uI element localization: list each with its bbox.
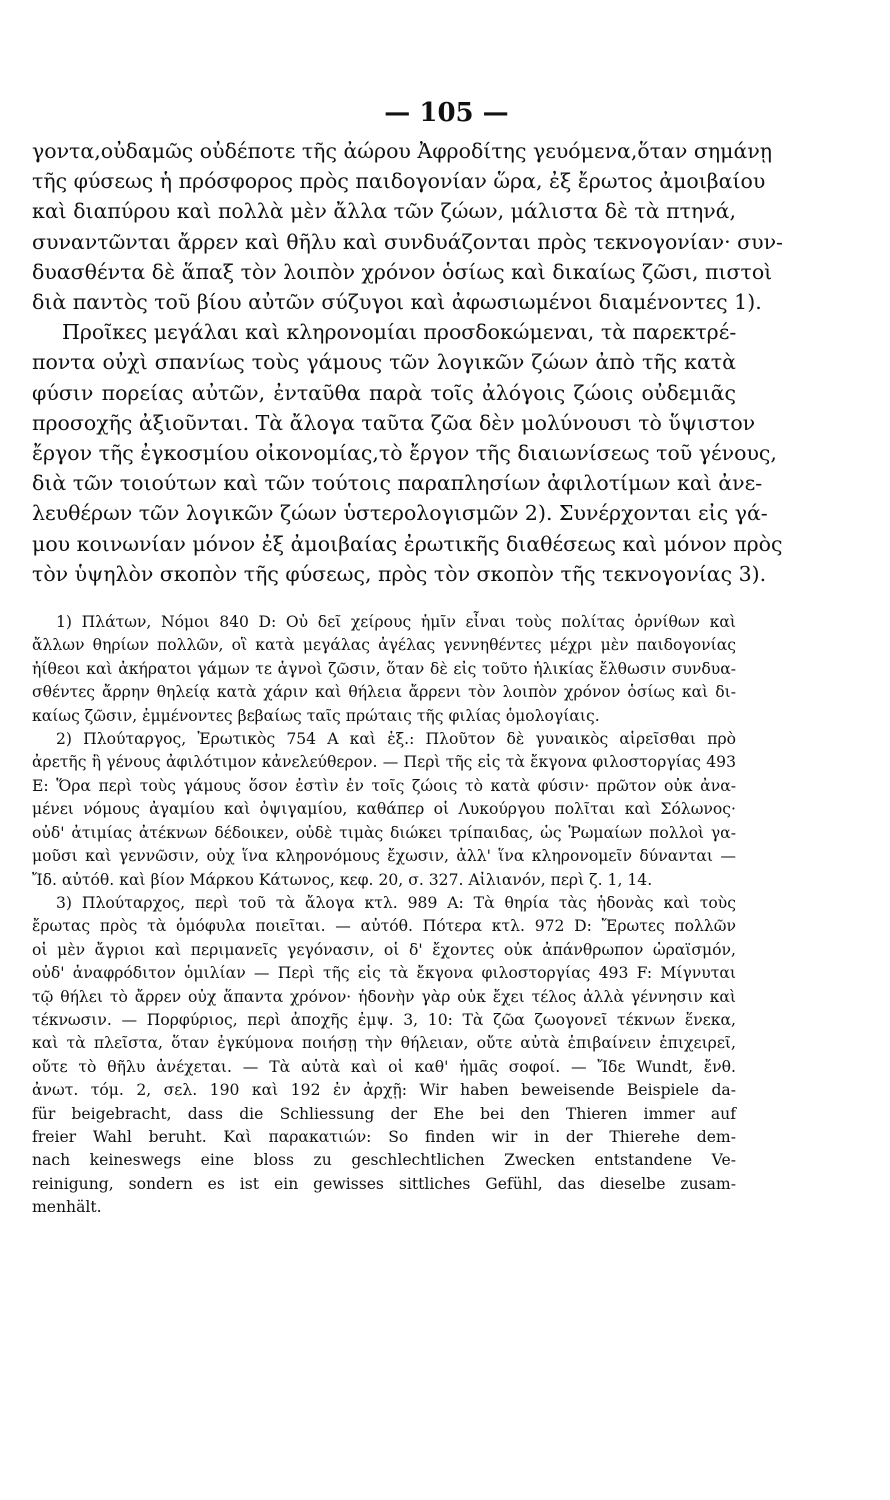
text-line: Προῖκες μεγάλαι καὶ κληρονομίαι προσδοκώμεναι, τὰ παρεκτρέ-	[62, 320, 737, 345]
footnote-line: σθέντες ἄρρην θηλείᾳ κατὰ χάριν καὶ θήλεια ἄρρενι τὸν λοιπὸν χρόνον ὁσίως καὶ δι-	[32, 683, 736, 702]
footnote-line: ἀρετῆς ἢ γένους ἀφιλότιμον κἀνελεύθερον. — Περὶ τῆς εἰς τὰ ἔκγονα φιλοστοργίας 493	[32, 753, 736, 772]
footnote-line: reinigung, sondern es ist ein gewisses sittliches Gefühl, das dieselbe zusam-	[32, 1174, 736, 1193]
footnote-line: 1) Πλάτων, Νόμοι 840 D: Οὐ δεῖ χείρους ἡμῖν εἶναι τοὺς πολίτας ὀρνίθων καὶ	[56, 613, 736, 632]
footnote-line: ἔρωτας πρὸς τὰ ὁμόφυλα ποιεῖται. — αὐτόθ. Πότερα κτλ. 972 D: Ἔρωτες πολλῶν	[32, 917, 736, 936]
text-line: διὰ παντὸς τοῦ βίου αὐτῶν σύζυγοι καὶ ἀφωσιωμένοι διαμένοντες 1).	[32, 290, 762, 315]
text-line: διὰ τῶν τοιούτων καὶ τῶν τούτοις παραπλησίων ἀφιλοτίμων καὶ ἀνε-	[32, 471, 763, 496]
footnote-line: οὔτε τὸ θῆλυ ἀνέχεται. — Τὰ αὐτὰ καὶ οἱ καθ' ἡμᾶς σοφοί. — Ἴδε Wundt, ἔνθ.	[32, 1057, 736, 1076]
footnote-line: 3) Πλούταρχος, περὶ τοῦ τὰ ἄλογα κτλ. 989 A: Τὰ θηρία τὰς ἡδονὰς καὶ τοὺς	[56, 893, 736, 912]
main-text	[32, 136, 783, 589]
footnote-line: μένει νόμους ἀγαμίου καὶ ὀψιγαμίου, καθάπερ οἱ Λυκούργου πολῖται καὶ Σόλωνος·	[32, 800, 736, 819]
footnote-line: ἄλλων θηρίων πολλῶν, οἳ κατὰ μεγάλας ἀγέλας γεννηθέντες μέχρι μὲν παιδογονίας	[32, 636, 736, 655]
text-line: ποντα οὐχὶ σπανίως τοὺς γάμους τῶν λογικῶν ζώων ἀπὸ τῆς κατὰ	[32, 350, 736, 375]
footnote-line: οὐδ' ἀναφρόδιτον ὁμιλίαν — Περὶ τῆς εἰς τὰ ἔκγονα φιλοστοργίας 493 F: Μίγνυται	[32, 964, 736, 983]
text-line: τῆς φύσεως ἡ πρόσφορος πρὸς παιδογονίαν ὥρα, ἐξ ἔρωτος ἀμοιβαίου	[32, 169, 766, 194]
footnote-line: ἠίθεοι καὶ ἀκήρατοι γάμων τε ἁγνοὶ ζῶσιν, ὅταν δὲ εἰς τοῦτο ἡλικίας ἔλθωσιν συνδυα-	[32, 659, 736, 678]
footnote-2	[32, 728, 756, 892]
text-line: συναντῶνται ἄρρεν καὶ θῆλυ καὶ συνδυάζονται πρὸς τεκνογονίαν· συν-	[32, 229, 783, 254]
text-line: τὸν ὑψηλὸν σκοπὸν τῆς φύσεως, πρὸς τὸν σκοπὸν τῆς τεκνογονίας 3).	[32, 561, 767, 586]
footnote-line: τέκνωσιν. — Πορφύριος, περὶ ἀποχῆς ἐμψ. 3, 10: Τὰ ζῶα ζωογονεῖ τέκνων ἕνεκα,	[32, 1010, 736, 1029]
footnote-line: menhält.	[32, 1198, 102, 1217]
footnote-line: καὶ τὰ πλεῖστα, ὅταν ἐγκύμονα ποιήσῃ τὴν θήλειαν, οὔτε αὐτὰ ἐπιβαίνειν ἐπιχειρεῖ,	[32, 1034, 736, 1053]
text-line: ἔργον τῆς ἐγκοσμίου οἰκονομίας,τὸ ἔργον τῆς διαιωνίσεως τοῦ γένους,	[32, 441, 777, 466]
footnotes	[32, 611, 756, 1220]
footnote-line: οὐδ' ἀτιμίας ἀτέκνων δέδοικεν, οὐδὲ τιμὰς διώκει τρίπαιδας, ὡς Ῥωμαίων πολλοὶ γα-	[32, 823, 736, 842]
page-number: — 105 —	[384, 98, 509, 128]
footnote-3	[32, 892, 756, 1220]
text-line: δυασθέντα δὲ ἅπαξ τὸν λοιπὸν χρόνον ὁσίως καὶ δικαίως ζῶσι, πιστοὶ	[32, 259, 773, 284]
footnote-line: für beigebracht, dass die Schliessung der Ehe bei den Thieren immer auf	[32, 1104, 736, 1123]
footnote-line: καίως ζῶσιν, ἐμμένοντες βεβαίως ταῖς πρώταις τῆς φιλίας ὁμολογίαις.	[32, 706, 600, 725]
text-line: προσοχῆς ἀξιοῦνται. Τὰ ἄλογα ταῦτα ζῶα δὲν μολύνουσι τὸ ὕψιστον	[32, 410, 756, 435]
footnote-line: freier Wahl beruht. Καὶ παρακατιών: So finden wir in der Thierehe dem-	[32, 1127, 736, 1146]
footnote-1	[32, 611, 756, 728]
footnote-line: τῷ θήλει τὸ ἄρρεν οὐχ ἅπαντα χρόνον· ἡδονὴν γὰρ οὐκ ἔχει τέλος ἀλλὰ γέννησιν καὶ	[32, 987, 736, 1006]
text-line: καὶ διαπύρου καὶ πολλὰ μὲν ἄλλα τῶν ζώων, μάλιστα δὲ τὰ πτηνά,	[32, 199, 737, 224]
footnote-line: οἱ μὲν ἄγριοι καὶ περιμανεῖς γεγόνασιν, οἱ δ' ἔχοντες οὐκ ἀπάνθρωπον ὡραϊσμόν,	[32, 940, 736, 959]
footnote-line: μοῦσι καὶ γεννῶσιν, οὐχ ἵνα κληρονόμους ἔχωσιν, ἀλλ' ἵνα κληρονομεῖν δύνανται —	[32, 847, 736, 866]
text-line: φύσιν πορείας αὐτῶν, ἐνταῦθα παρὰ τοῖς ἀλόγοις ζώοις οὐδεμιᾶς	[32, 380, 736, 405]
text-line: γοντα,οὐδαμῶς οὐδέποτε τῆς ἀώρου Ἀφροδίτης γευόμενα,ὅταν σημάνῃ	[32, 139, 773, 163]
footnote-line: 2) Πλούταργος, Ἐρωτικὸς 754 A καὶ ἑξ.: Πλοῦτον δὲ γυναικὸς αἱρεῖσθαι πρὸ	[56, 730, 736, 749]
footnote-line: E: Ὅρα περὶ τοὺς γάμους ὅσον ἐστὶν ἐν τοῖς ζώοις τὸ κατὰ φύσιν· πρῶτον οὐκ ἀνα-	[32, 776, 736, 795]
text-line: μου κοινωνίαν μόνον ἐξ ἀμοιβαίας ἐρωτικῆς διαθέσεως καὶ μόνον πρὸς	[32, 531, 783, 556]
footnote-line: nach keineswegs eine bloss zu geschlechtlichen Zwecken entstandene Ve-	[32, 1151, 736, 1170]
footnote-line: Ἴδ. αὐτόθ. καὶ βίον Μάρκου Κάτωνος, κεφ. 20, σ. 327. Αἰλιανόν, περὶ ζ. 1, 14.	[32, 870, 653, 889]
footnote-line: ἀνωτ. τόμ. 2, σελ. 190 καὶ 192 ἐν ἀρχῇ: Wir haben beweisende Beispiele da-	[32, 1081, 736, 1100]
text-line: λευθέρων τῶν λογικῶν ζώων ὑστερολογισμῶν 2). Συνέρχονται εἰς γά-	[32, 501, 768, 526]
